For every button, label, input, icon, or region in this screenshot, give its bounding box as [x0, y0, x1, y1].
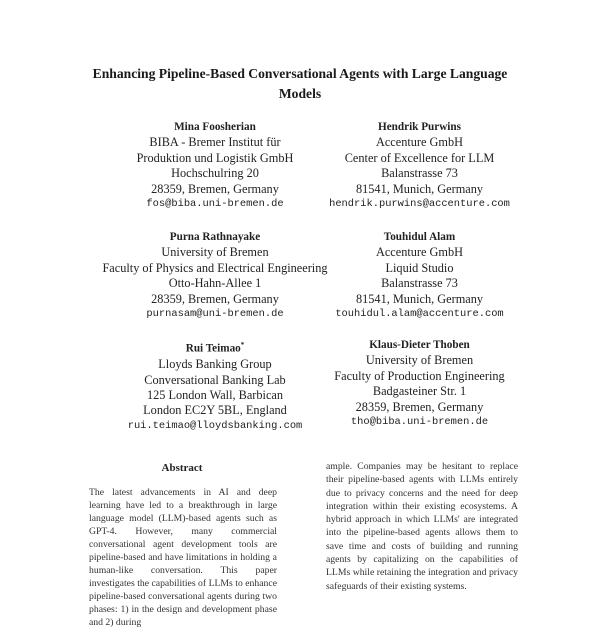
title-line-1: Enhancing Pipeline-Based Conversational Agents with Large Language [92, 66, 508, 81]
author-name: Klaus-Dieter Thoben [369, 339, 470, 351]
affiliation-line: Liquid Studio [385, 260, 454, 275]
affiliation-line: Balanstrasse 73 [381, 166, 458, 181]
affiliation-line: 81541, Munich, Germany [355, 291, 484, 306]
affiliation-line: Otto-Hahn-Allee 1 [168, 276, 262, 291]
abstract-text: The latest advancements in AI and deep learning have led to a breakthrough in large language model (LLM)-based agents such as GPT-4. However, many commercial conversational agent development tools are pipeline-based and have limitations in holding a human-like conversation. This paper investigates the capabilities of LLMs to enhance pipeline-based conversational agents during two phases: 1) in the design and development phase and 2) during [89, 487, 277, 628]
affiliation-line: BIBA - Bremer Institut für [149, 135, 281, 150]
footnote-mark: * [240, 341, 245, 349]
title-line-2: Models [278, 86, 322, 101]
affiliation-line: London EC2Y 5BL, England [143, 403, 287, 418]
affiliation-line: University of Bremen [161, 245, 269, 260]
author-email: hendrik.purwins@accenture.com [329, 198, 510, 211]
affiliation-line: Conversational Banking Lab [144, 372, 286, 387]
affiliation-line: 125 London Wall, Barbican [146, 387, 284, 402]
affiliation-line: Center of Excellence for LLM [344, 150, 495, 165]
author-name: Mina Foosherian [174, 121, 256, 133]
affiliation-line: 28359, Bremen, Germany [151, 291, 279, 306]
affiliation-line: Produktion und Logistik GmbH [136, 150, 294, 165]
author-email: rui.teimao@lloydsbanking.com [127, 419, 303, 432]
author-email: touhidul.alam@accenture.com [335, 308, 504, 321]
affiliation-line: Faculty of Production Engineering [334, 368, 505, 383]
author-name: Rui Teimao [185, 342, 241, 355]
affiliation-line: 81541, Munich, Germany [355, 181, 484, 196]
column-two-text: ample. Companies may be hesitant to replace their pipeline-based agents with LLMs entirely due to privacy concerns and the need for deep integration within their existing ecosystems. A hybrid approach in which LLMs' are integrated into the pipeline-based agents allows them to save time and costs of building and running agents by capitalizing on the capabilities of LLMs while retaining the integration and privacy safeguards of their existing systems. [326, 461, 518, 592]
affiliation-line: 28359, Bremen, Germany [151, 181, 279, 196]
affiliation-line: Badgasteiner Str. 1 [372, 384, 467, 399]
author-email: fos@biba.uni-bremen.de [146, 198, 284, 211]
abstract-heading: Abstract [161, 462, 203, 474]
author-name: Hendrik Purwins [378, 121, 461, 133]
affiliation-line: Accenture GmbH [375, 245, 464, 260]
affiliation-line: Lloyds Banking Group [158, 357, 272, 372]
author-email: purnasam@uni-bremen.de [146, 308, 284, 321]
author-name: Touhidul Alam [383, 231, 456, 243]
affiliation-line: University of Bremen [365, 353, 474, 368]
affiliation-line: Faculty of Physics and Electrical Engineering [102, 260, 328, 275]
paper-title [60, 64, 540, 104]
affiliation-line: 28359, Bremen, Germany [355, 399, 484, 414]
author-block [302, 120, 537, 212]
affiliation-line: Hochschulring 20 [171, 166, 259, 181]
affiliation-line: Balanstrasse 73 [381, 276, 458, 291]
author-email: tho@biba.uni-bremen.de [350, 416, 489, 429]
affiliation-line: Accenture GmbH [375, 135, 464, 150]
author-block [302, 230, 537, 322]
author-block [302, 338, 537, 430]
author-name: Purna Rathnayake [169, 231, 261, 243]
